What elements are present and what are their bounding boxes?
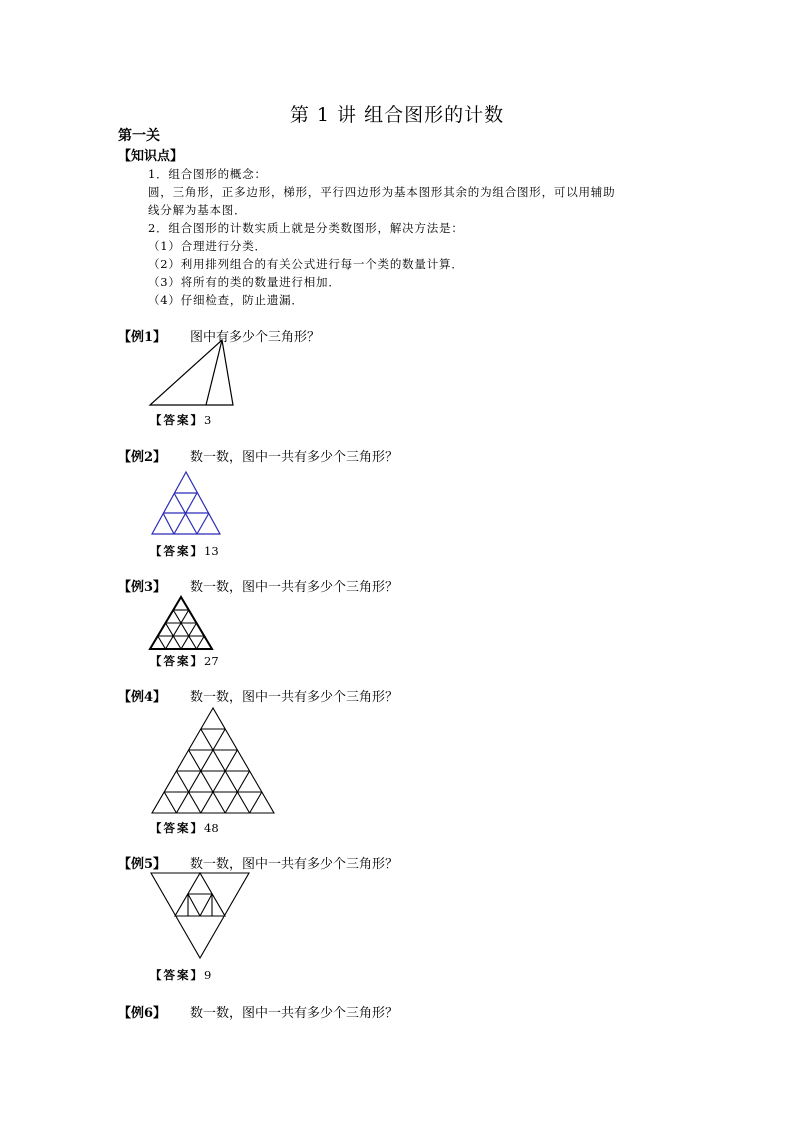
knowledge-line: （4）仔细检查，防止遗漏．: [148, 293, 304, 307]
example-6-question: 数一数，图中一共有多少个三角形？: [190, 1006, 399, 1021]
example-3-label: 【例3】: [118, 580, 167, 595]
example-5-question: 数一数，图中一共有多少个三角形？: [190, 857, 399, 872]
knowledge-line: （1）合理进行分类．: [148, 239, 267, 253]
example-3-question: 数一数，图中一共有多少个三角形？: [190, 580, 399, 595]
example-4-answer: 【答案】48: [150, 821, 219, 835]
example-5-answer: 【答案】9: [150, 968, 212, 982]
knowledge-line: 圆，三角形，正多边形，梯形，平行四边形为基本图形其余的为组合图形，可以用辅助: [148, 185, 616, 199]
page-title: 第 1 讲 组合图形的计数: [289, 104, 505, 126]
knowledge-line: 线分解为基本图．: [148, 203, 247, 217]
example-4-label: 【例4】: [118, 690, 167, 705]
example-1-answer: 【答案】3: [150, 413, 212, 427]
example-2-answer: 【答案】13: [150, 544, 219, 558]
knowledge-line: （2）利用排列组合的有关公式进行每一个类的数量计算．: [148, 257, 464, 271]
example-4-question: 数一数，图中一共有多少个三角形？: [190, 690, 399, 705]
example-1-label: 【例1】: [118, 330, 167, 345]
example-3-answer: 【答案】27: [150, 654, 219, 668]
knowledge-line: 2．组合图形的计数实质上就是分类数图形，解决方法是：: [148, 221, 464, 235]
knowledge-line: （3）将所有的类的数量进行相加．: [148, 275, 341, 289]
knowledge-line: 1．组合图形的概念：: [148, 167, 267, 181]
example-6-label: 【例6】: [118, 1006, 167, 1021]
example-5-label: 【例5】: [118, 857, 167, 872]
section-heading: 第一关: [118, 128, 160, 144]
example-2-question: 数一数，图中一共有多少个三角形？: [190, 450, 399, 465]
example-1-question: 图中有多少个三角形？: [190, 330, 321, 345]
example-2-label: 【例2】: [118, 450, 167, 465]
knowledge-heading: 【知识点】: [118, 149, 184, 164]
